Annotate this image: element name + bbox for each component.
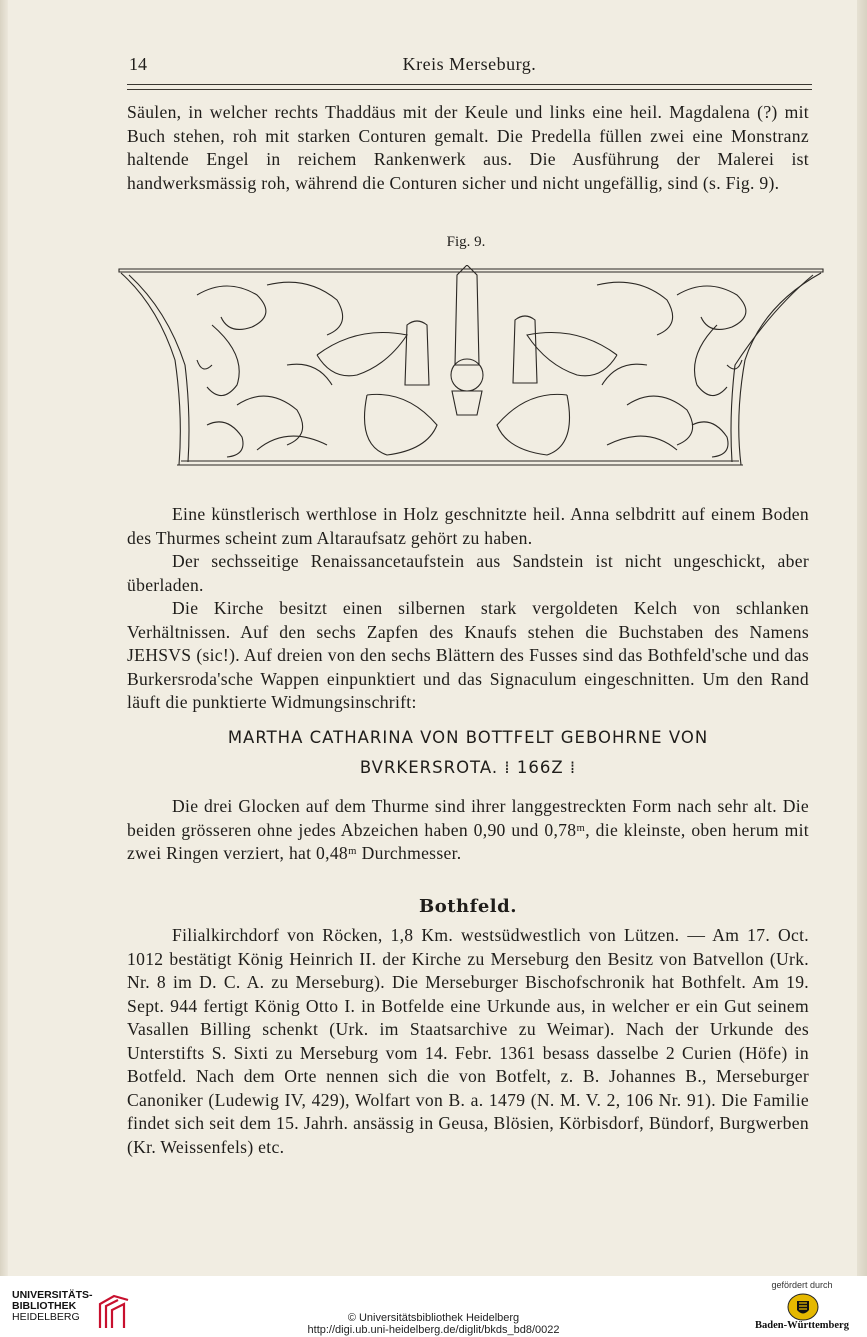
- digitization-footer: [0, 1276, 867, 1337]
- state-crest-icon: [787, 1293, 819, 1321]
- library-name-line-1: UNIVERSITÄTS-: [12, 1289, 93, 1301]
- running-title: Kreis Merseburg.: [402, 54, 537, 74]
- text-block-bells: [127, 795, 809, 866]
- copyright-text: © Universitätsbibliothek Heidelberg: [347, 1312, 520, 1324]
- paragraph-bothfeld: Filialkirchdorf von Röcken, 1,8 Km. westsüdwestlich von Lützen. — Am 17. Oct. 1012 bestätigt König Heinrich II. der Kirche zu Merseburg den Besitz von Batvellon (Urk. Nr. 8 im D. C. A. zu Merseburg). Die Merseburger Bischofschronik hat Bothfelt. Am 19. Sept. 944 fertigt König Otto I. in Botfelde eine Urkunde aus, in welcher er ein Gut seinem Vasallen Billing schenkt (Urk. im Staatsarchive zu Weimar). Nach der Urkunde des Unterstifts S. Sixti zu Merseburg vom 14. Febr. 1361 besass dasselbe 2 Curien (Höfe) in Botfeld. Nach dem Orte nennen sich die von Botfelt, z. B. Johannes B., Merseburger Canoniker (Ludewig IV, 429), Wolfart von B. a. 1479 (N. M. V. 2, 106 Nr. 91). Die Familie findet sich seit dem 15. Jahrh. ansässig in Geusa, Blösien, Körbisdorf, Bündorf, Burgwerben (Kr. Weissenfels) etc.: [127, 925, 809, 1157]
- figure-caption: Fig. 9.: [446, 234, 486, 250]
- library-name-line-2: BIBLIOTHEK: [12, 1300, 77, 1312]
- funded-by-label: gefördert durch: [771, 1280, 833, 1290]
- funder-block[interactable]: [747, 1280, 857, 1331]
- text-block-middle: [127, 503, 809, 715]
- footer-credits: [0, 1312, 867, 1336]
- running-head: [127, 50, 812, 76]
- inscription-line-2: BVRKERSROTA. ⁞ 166Z ⁞: [359, 758, 577, 777]
- section-title: Bothfeld.: [418, 896, 517, 917]
- page-number: 14: [129, 54, 147, 74]
- inscription-line-1: MARTHA CATHARINA VON BOTTFELT GEBOHRNE VON: [227, 728, 709, 747]
- header-double-rule: [127, 84, 812, 90]
- text-block-top: [127, 101, 809, 195]
- paragraph-anna: Eine künstlerisch werthlose in Holz geschnitzte heil. Anna selbdritt auf einem Boden des Thurmes scheint zum Altaraufsatz gehört zu haben.: [127, 504, 809, 548]
- predella-engraving-figure: [117, 265, 827, 470]
- paragraph-taufstein: Der sechsseitige Renaissancetaufstein aus Sandstein ist nicht ungeschickt, aber überladen.: [127, 551, 809, 595]
- paragraph-glocken: Die drei Glocken auf dem Thurme sind ihrer langgestreckten Form nach sehr alt. Die beiden grösseren ohne jedes Abzeichen haben 0,90 und 0,78ᵐ, die kleinste, oben herum mit zwei Ringen verziert, hat 0,48ᵐ Durchmesser.: [127, 796, 809, 863]
- page-edge-left: [0, 0, 8, 1276]
- text-block-bothfeld: [127, 924, 809, 1159]
- paragraph-saeulen: Säulen, in welcher rechts Thaddäus mit der Keule und links eine heil. Magdalena (?) mit Buch stehen, roh mit starken Conturen gemalt. Die Predella füllen zwei eine Monstranz haltende Engel in reichem Rankenwerk aus. Die Ausführung der Malerei ist handwerksmässig roh, während die Conturen sicher und nicht ungefällig, sind (s. Fig. 9).: [127, 102, 809, 193]
- page-edge-right: [857, 0, 867, 1276]
- funder-name: Baden-Württemberg: [755, 1320, 849, 1331]
- library-name-line-3: HEIDELBERG: [12, 1311, 80, 1323]
- source-url-link[interactable]: http://digi.ub.uni-heidelberg.de/diglit/bkds_bd8/0022: [307, 1324, 560, 1336]
- paragraph-kelch: Die Kirche besitzt einen silbernen stark vergoldeten Kelch von schlanken Verhältnissen. Auf den sechs Zapfen des Knaufs stehen die Buchstaben des Namens JEHSVS (sic!). Auf dreien von den sechs Blättern des Fusses sind das Bothfeld'sche und das Burkersroda'sche Wappen einpunktiert und das Signaculum eingeschnitten. Um den Rand läuft die punktierte Widmungsinschrift:: [127, 598, 809, 712]
